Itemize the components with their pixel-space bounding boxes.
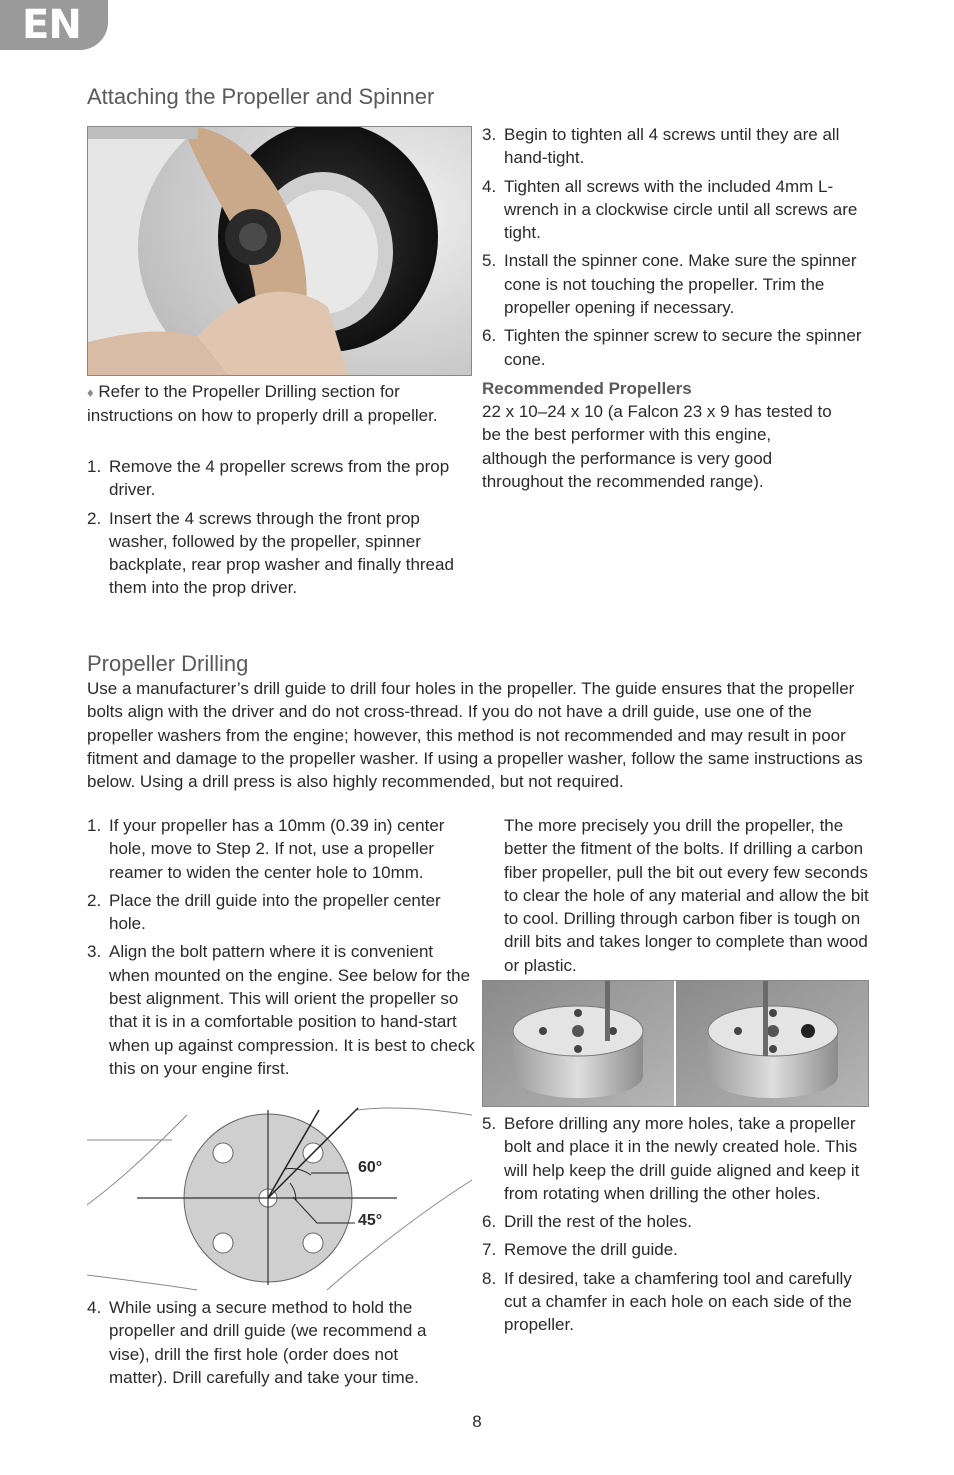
language-tab <box>0 0 108 50</box>
page-number: 8 <box>472 1412 482 1431</box>
drilling-intro: Use a manufacturer’s drill guide to drill four holes in the propeller. The guide ensures that the propeller bolts align with the driver and do not cross-thread. If you do not have a drill guide, use one of the propeller washers from the engine; however, this method is not recommended and may result in poor fitment and damage to the propeller washer. If using a propeller washer, follow the same instructions as below. Using a drill press is also highly recommended, but not required. <box>87 679 863 792</box>
angle-label-45: 45° <box>358 1212 383 1229</box>
recommended-propellers-text: 22 x 10–24 x 10 (a Falcon 23 x 9 has tested to be the best performer with this engine, although the performance is very good throughout the recommended range). <box>482 402 832 491</box>
drill-guide-photos <box>482 980 869 1107</box>
list-item: 2. Insert the 4 screws through the front prop washer, followed by the propeller, spinner backplate, rear prop washer and finally thread them into the prop driver. <box>87 508 454 598</box>
attach-steps-left <box>87 455 477 605</box>
drilling-note <box>87 380 447 428</box>
drilling-precision-paragraph: The more precisely you drill the propeller, the better the fitment of the bolts. If drilling a carbon fiber propeller, pull the bit out every few seconds to clear the hole of any material and allow the bit to cool. Drilling through carbon fiber is tough on drill bits and takes longer to complete than wood or plastic. <box>504 816 869 975</box>
list-item: 3. Align the bolt pattern where it is convenient when mounted on the engine. See below for the best alignment. This will orient the propeller so that it is in a comfortable position to hand-start when up against compression. It is best to check this on your engine first. <box>87 942 475 1078</box>
list-item: 8. If desired, take a chamfering tool and carefully cut a chamfer in each hole on each side of the propeller. <box>482 1268 852 1335</box>
angle-label-60: 60° <box>358 1159 383 1176</box>
list-item: 4. Tighten all screws with the included 4mm L-wrench in a clockwise circle until all screws are tight. <box>482 176 858 243</box>
list-item: 1. If your propeller has a 10mm (0.39 in) center hole, move to Step 2. If not, use a propeller reamer to widen the center hole to 10mm. <box>87 816 445 882</box>
attach-steps-right <box>482 123 872 376</box>
language-label: EN <box>22 2 81 48</box>
note-icon: ♦ <box>87 385 94 400</box>
list-item: 5. Before drilling any more holes, take a propeller bolt and place it in the newly created hole. This will help keep the drill guide aligned and keep it from rotating when drilling the other holes. <box>482 1114 860 1203</box>
list-item: 2. Place the drill guide into the propeller center hole. <box>87 890 441 934</box>
list-item: 7. Remove the drill guide. <box>482 1240 678 1260</box>
bolt-alignment-diagram <box>87 1105 477 1295</box>
list-item: 1. Remove the 4 propeller screws from the prop driver. <box>87 457 450 500</box>
drilling-step4 <box>87 1296 457 1394</box>
drilling-steps-left <box>87 814 477 1085</box>
list-item: 6. Tighten the spinner screw to secure the spinner cone. <box>482 326 862 369</box>
propeller-install-photo <box>87 126 472 376</box>
list-item: 6. Drill the rest of the holes. <box>482 1212 693 1232</box>
list-item: 5. Install the spinner cone. Make sure the spinner cone is not touching the propeller. Trim the propeller opening if necessary. <box>482 251 857 318</box>
drilling-note-text: Refer to the Propeller Drilling section for instructions on how to properly drill a propeller. <box>87 382 438 426</box>
section-title-attaching: Attaching the Propeller and Spinner <box>87 84 435 109</box>
list-item: 4. While using a secure method to hold the propeller and drill guide (we recommend a vise), drill the first hole (order does not matter). Drill carefully and take your time. <box>87 1298 427 1387</box>
recommended-propellers-heading: Recommended Propellers <box>482 379 692 398</box>
drilling-steps-right <box>482 1112 872 1342</box>
list-item: 3. Begin to tighten all 4 screws until they are all hand-tight. <box>482 125 840 168</box>
section-title-drilling: Propeller Drilling <box>87 651 249 676</box>
